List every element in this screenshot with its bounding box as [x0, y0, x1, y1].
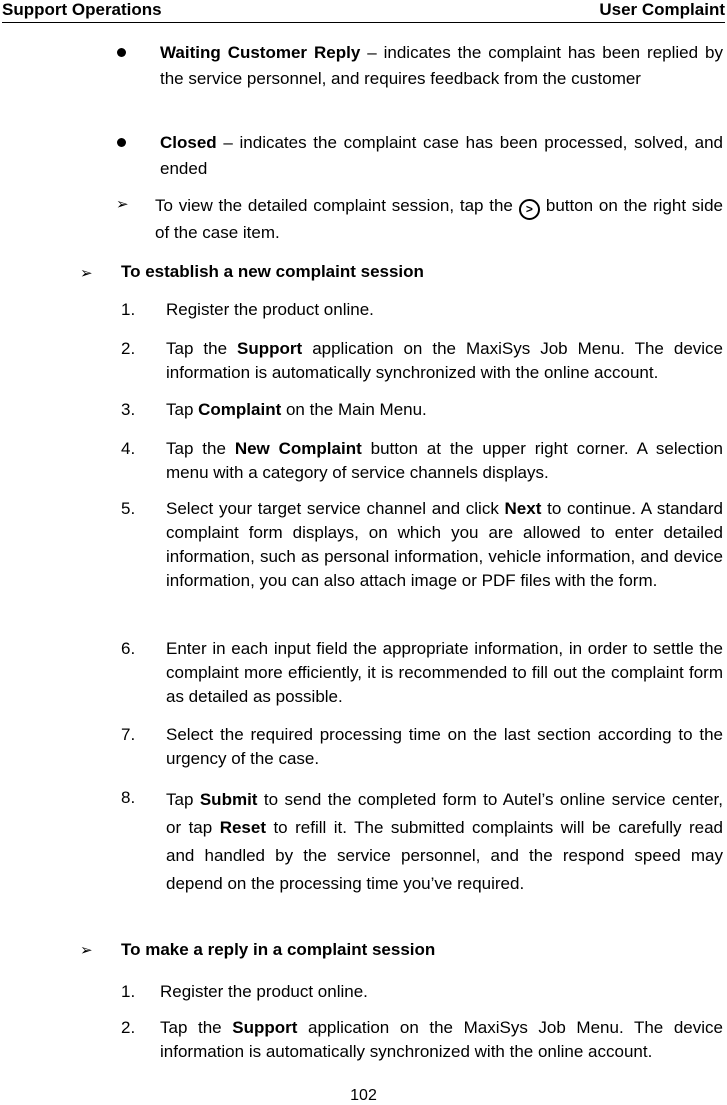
step-text — [160, 980, 723, 1004]
status-term: Waiting Customer Reply — [160, 43, 361, 62]
step-text-part: Enter in each input field the appropriate information, in order to settle the complaint more efficiently, it is recommended to fill out the complaint form as detailed as possible. — [166, 639, 723, 706]
arrow-bullet-icon: ➢ — [116, 196, 129, 213]
step-text-part: Select the required processing time on the last section according to the urgency of the case. — [166, 725, 723, 768]
step-text-part: to refill it. The submitted complaints will be carefully read and handled by the service personnel, and the respond speed may depend on the processing time you’ve required. — [166, 818, 723, 893]
step-text-part: Tap the — [160, 1018, 233, 1037]
status-item-closed — [160, 130, 723, 182]
step-keyword: Reset — [219, 818, 266, 837]
arrow-bullet-icon: ➢ — [80, 942, 93, 959]
step-text — [166, 786, 723, 898]
step-text — [166, 723, 723, 771]
step-number: 1. — [121, 982, 136, 1001]
section-title-reply: To make a reply in a complaint session — [121, 940, 436, 959]
bullet-icon — [117, 138, 126, 147]
section-title-new-complaint: To establish a new complaint session — [121, 262, 424, 281]
step-text-part: Tap the — [166, 339, 238, 358]
step-number: 1. — [121, 300, 136, 319]
view-note — [155, 193, 723, 246]
step-text-part: Select your target service channel and click — [166, 499, 505, 518]
step-text — [166, 398, 723, 422]
status-desc: – indicates the complaint case has been processed, solved, and ended — [160, 133, 723, 178]
page-number: 102 — [350, 1087, 377, 1104]
arrow-bullet-icon: ➢ — [80, 265, 93, 282]
step-text-part: to send the completed form to Autel’s online service center, or tap — [166, 790, 723, 837]
page-header — [2, 0, 725, 23]
view-note-text: To view the detailed complaint session, tap the — [155, 196, 513, 215]
step-keyword: New Complaint — [234, 439, 362, 458]
step-number: 2. — [121, 1018, 136, 1037]
step-text — [166, 437, 723, 485]
step-text-part: Tap the — [166, 439, 235, 458]
step-text-part: to continue. A standard complaint form displays, on which you are allowed to enter detailed information, such as personal information, vehicle information, and device information, you can also attach image or PDF files with the form. — [166, 499, 723, 590]
step-number: 6. — [121, 639, 136, 658]
step-number: 7. — [121, 725, 136, 744]
step-text-part: application on the MaxiSys Job Menu. The device information is automatically synchronized with the online account. — [160, 1018, 723, 1061]
step-text — [166, 497, 723, 593]
step-number: 8. — [121, 788, 136, 807]
header-chapter-title: User Complaint — [599, 0, 725, 19]
step-keyword: Support — [237, 339, 303, 358]
step-text-part: Register the product online. — [160, 982, 368, 1001]
step-number: 3. — [121, 400, 136, 419]
step-text-part: on the Main Menu. — [281, 400, 427, 419]
step-text-part: application on the MaxiSys Job Menu. The device information is automatically synchronized with the online account. — [166, 339, 724, 382]
step-text-part: Tap — [166, 790, 200, 809]
step-text — [166, 298, 723, 322]
step-text-part: button at the upper right corner. A selection menu with a category of service channels displays. — [166, 439, 723, 482]
step-keyword: Complaint — [198, 400, 282, 419]
chevron-right-circle-icon: > — [519, 199, 540, 220]
step-text — [160, 1016, 723, 1064]
step-keyword: Submit — [199, 790, 258, 809]
step-text-part: Register the product online. — [166, 300, 374, 319]
header-section-title: Support Operations — [2, 0, 162, 19]
step-keyword: Next — [504, 499, 542, 518]
status-item-waiting — [160, 40, 723, 92]
step-number: 4. — [121, 439, 136, 458]
step-text — [166, 337, 723, 385]
step-number: 2. — [121, 339, 136, 358]
status-term: Closed — [160, 133, 217, 152]
status-desc: – indicates the complaint has been replied by the service personnel, and requires feedback from the customer — [160, 43, 723, 88]
bullet-icon — [117, 48, 126, 57]
step-text — [166, 637, 723, 709]
step-text-part: Tap — [166, 400, 199, 419]
step-number: 5. — [121, 499, 136, 518]
view-note-text: button on the right side of the case item. — [155, 196, 723, 242]
step-keyword: Support — [232, 1018, 298, 1037]
